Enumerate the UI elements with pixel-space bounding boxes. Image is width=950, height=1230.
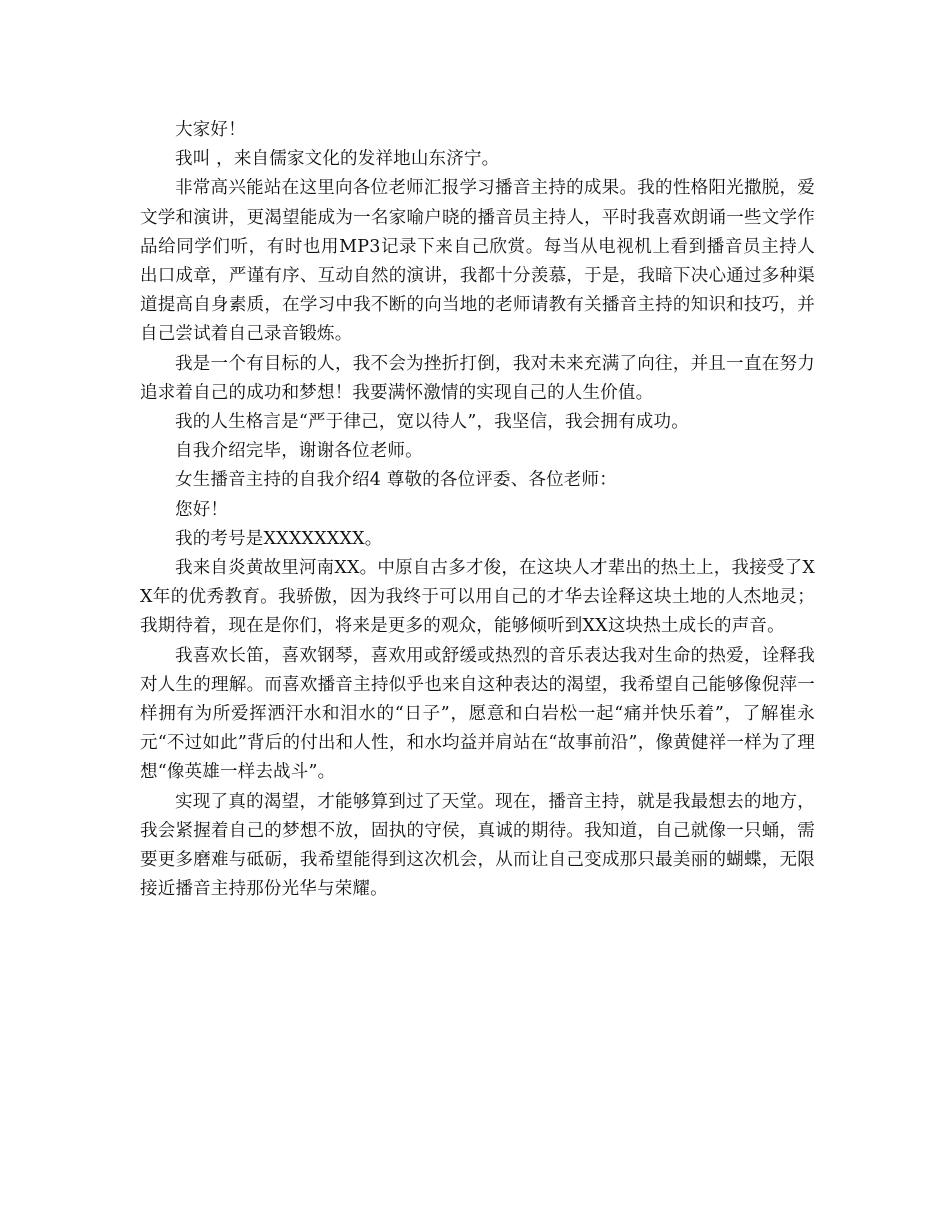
paragraph-hello: 您好！	[175, 499, 229, 520]
paragraph-section-heading: 女生播音主持的自我介绍4 尊敬的各位评委、各位老师：	[175, 470, 617, 491]
paragraph-greeting: 大家好！	[175, 120, 246, 140]
paragraph-hometown: 我来自炎黄故里河南XX。中原自古多才俊，在这块人才辈出的热土上，我接受了XX年的优秀教育。我骄傲，因为我终于可以用自己的才华去诠释这块土地的人杰地灵；我期待着，现在是你们，将来是更多的观众，能够倾听到XX这块热土成长的声音。	[140, 558, 815, 637]
paragraph-motto: 我的人生格言是“严于律己，宽以待人”，我坚信，我会拥有成功。	[175, 412, 689, 433]
paragraph-aspiration: 实现了真的渴望，才能够算到过了天堂。现在，播音主持，就是我最想去的地方，我会紧握着自己的梦想不放，固执的守侯，真诚的期待。我知道，自己就像一只蛹，需要更多磨难与砥砺，我希望能得到这次机会，从而让自己变成那只最美丽的蝴蝶，无限接近播音主持那份光华与荣耀。	[140, 791, 815, 900]
document-body	[140, 116, 815, 904]
paragraph-goals: 我是一个有目标的人，我不会为挫折打倒，我对未来充满了向往，并且一直在努力追求着自己的成功和梦想！我要满怀激情的实现自己的人生价值。	[140, 353, 815, 403]
paragraph-closing: 自我介绍完毕，谢谢各位老师。	[175, 441, 423, 462]
paragraph-personality: 非常高兴能站在这里向各位老师汇报学习播音主持的成果。我的性格阳光撒脱，爱文学和演讲，更渴望能成为一名家喻户晓的播音员主持人，平时我喜欢朗诵一些文学作品给同学们听，有时也用MP3记录下来自己欣赏。每当从电视机上看到播音员主持人出口成章，严谨有序、互动自然的演讲，我都十分羡慕，于是，我暗下决心通过多种渠道提高自身素质，在学习中我不断的向当地的老师请教有关播音主持的知识和技巧，并自己尝试着自己录音锻炼。	[140, 178, 815, 345]
paragraph-intro-name: 我叫 ，来自儒家文化的发祥地山东济宁。	[175, 149, 500, 170]
paragraph-exam-number: 我的考号是XXXXXXXX。	[175, 528, 383, 549]
paragraph-hobbies: 我喜欢长笛，喜欢钢琴，喜欢用或舒缓或热烈的音乐表达我对生命的热爱，诠释我对人生的理解。而喜欢播音主持似乎也来自这种表达的渴望，我希望自己能够像倪萍一样拥有为所爱挥洒汗水和泪水的“日子”，愿意和白岩松一起“痛并快乐着”，了解崔永元“不过如此”背后的付出和人性，和水均益并肩站在“故事前沿”，像黄健祥一样为了理想“像英雄一样去战斗”。	[140, 645, 815, 783]
